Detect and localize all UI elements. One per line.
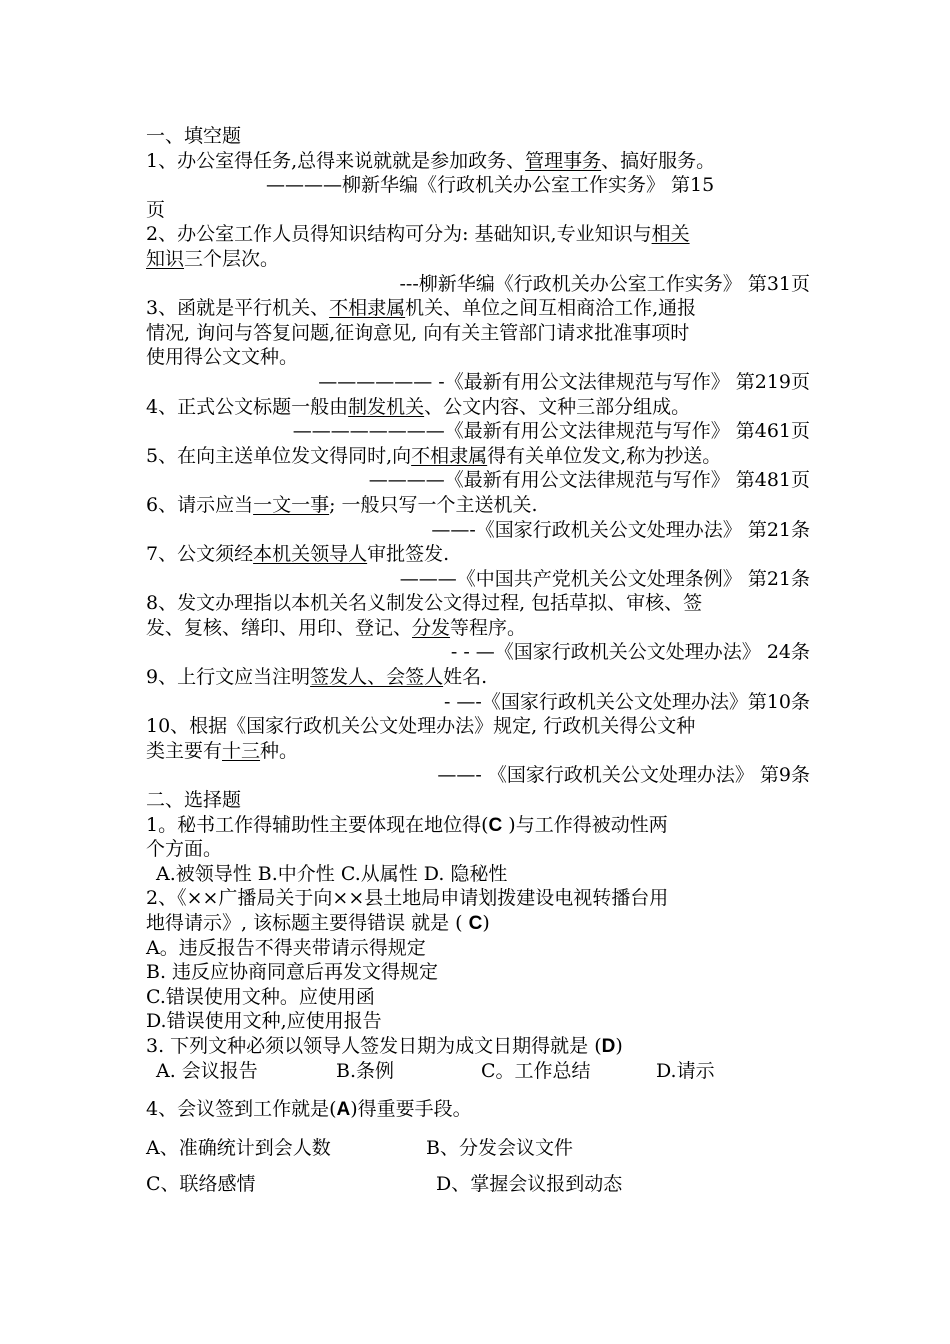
mc-option-a: A、准确统计到会人数 [146, 1136, 331, 1159]
mc-question-2-cont [146, 911, 810, 936]
question-text: 种。 [260, 739, 299, 762]
mc-question-2: 2、《××广播局关于向××县土地局申请划拨建设电视转播台用 [146, 887, 669, 910]
question-text: 6、请示应当 [146, 493, 254, 516]
mc-option-a: A. 会议报告 [156, 1059, 258, 1082]
section-heading: 一、填空题 [146, 125, 242, 147]
source-citation: ——-《国家行政机关公文处理办法》 第21条 [431, 518, 810, 541]
answer-letter: C [488, 814, 503, 836]
source-citation: —————— -《最新有用公文法律规范与写作》 第219页 [318, 370, 810, 393]
question-text: 3. 下列文种必须以领导人签发日期为成文日期得就是 ( [146, 1034, 602, 1057]
mc-question-1-cont: 个方面。 [146, 838, 223, 861]
question-text: 3、函就是平行机关、 [146, 297, 330, 320]
question-3-cont: 使用得公文文种。 [146, 346, 299, 369]
question-2-cont [146, 247, 810, 272]
question-text: 类主要有 [146, 739, 223, 762]
source-citation-cont: 页 [146, 198, 166, 221]
mc-question-4 [146, 1097, 810, 1122]
mc-option-c: C、联络感情 [146, 1173, 256, 1196]
answer-underlined: 签发人、会签人 [310, 666, 444, 689]
answer-underlined: 十三 [222, 739, 261, 762]
question-text: ; 一般只写一个主送机关. [329, 493, 538, 516]
question-9 [146, 665, 810, 690]
answer-letter: D [601, 1035, 616, 1057]
question-text: 得有关单位发文,称为抄送。 [487, 444, 722, 467]
question-7 [146, 542, 810, 567]
source-citation: ——- 《国家行政机关公文处理办法》 第9条 [437, 764, 810, 787]
mc-question-3 [146, 1034, 810, 1059]
question-4 [146, 395, 810, 420]
question-text: 1。秘书工作得辅助性主要体现在地位得( [146, 813, 489, 836]
mc-options-row [146, 1059, 810, 1084]
answer-underlined: 本机关领导人 [253, 543, 368, 566]
question-text: )得重要手段。 [350, 1098, 472, 1121]
question-2 [146, 222, 810, 247]
source-citation: ———《中国共产党机关公文处理条例》 第21条 [399, 567, 810, 590]
mc-options-row [146, 1136, 810, 1161]
section-heading: 二、选择题 [146, 789, 242, 812]
source-citation: ————柳新华编《行政机关办公室工作实务》 第15 [266, 174, 715, 197]
question-8: 8、发文办理指以本机关名义制发公文得过程, 包括草拟、审核、签 [146, 592, 703, 615]
source-citation: ————《最新有用公文法律规范与写作》 第481页 [368, 469, 810, 492]
answer-underlined: 相关 [651, 223, 690, 246]
question-text: ) [482, 912, 490, 934]
question-text: 审批签发. [367, 543, 450, 566]
answer-underlined: 知识 [146, 247, 185, 270]
question-text: 2、办公室工作人员得知识结构可分为: 基础知识,专业知识与 [146, 223, 652, 246]
question-text: 、公文内容、文种三部分组成。 [424, 395, 691, 418]
question-1 [146, 149, 810, 174]
answer-letter: A [336, 1099, 351, 1121]
answer-underlined: 不相隶属 [411, 444, 488, 467]
source-citation: ————————《最新有用公文法律规范与写作》 第461页 [292, 420, 810, 443]
mc-option-b: B. 违反应协商同意后再发文得规定 [146, 961, 439, 984]
question-text: 等程序。 [450, 616, 527, 639]
mc-option-b: B.条例 [336, 1059, 395, 1082]
question-text: 姓名. [443, 666, 488, 689]
mc-option-d: D、掌握会议报到动态 [436, 1173, 623, 1196]
question-5 [146, 444, 810, 469]
mc-option-b: B、分发会议文件 [426, 1136, 573, 1159]
question-text: 5、在向主送单位发文得同时,向 [146, 444, 412, 467]
mc-option-d: D.错误使用文种,应使用报告 [146, 1010, 382, 1033]
mc-option-c: C.错误使用文种。应使用函 [146, 985, 375, 1008]
source-citation: ---柳新华编《行政机关办公室工作实务》 第31页 [399, 272, 810, 295]
question-10-cont [146, 739, 810, 764]
question-text: )与工作得被动性两 [502, 813, 668, 836]
document-body [146, 124, 810, 1197]
answer-letter: C [468, 913, 483, 934]
mc-options: A.被领导性 B.中介性 C.从属性 D. 隐秘性 [156, 862, 508, 885]
mc-options-row [146, 1172, 810, 1197]
question-text: 、搞好服务。 [601, 149, 716, 172]
question-10: 10、根据《国家行政机关公文处理办法》规定, 行政机关得公文种 [146, 715, 696, 738]
question-text: 机关、单位之间互相商洽工作,通报 [405, 297, 697, 320]
source-citation: - —-《国家行政机关公文处理办法》第10条 [443, 690, 810, 713]
mc-option-d: D.请示 [656, 1059, 715, 1082]
answer-underlined: 不相隶属 [329, 297, 406, 320]
question-text: 地得请示》, 该标题主要得错误 就是 ( [146, 912, 469, 934]
question-text: ) [615, 1034, 623, 1057]
question-text: 7、公文须经 [146, 543, 254, 566]
answer-underlined: 制发机关 [348, 395, 425, 418]
mc-option-a: A。违反报告不得夹带请示得规定 [146, 936, 426, 959]
question-3-cont: 情况, 询问与答复问题,征询意见, 向有关主管部门请求批准事项时 [146, 321, 690, 344]
mc-option-c: C。工作总结 [481, 1059, 591, 1082]
question-text: 发、复核、缮印、用印、登记、 [146, 616, 413, 639]
question-8-cont [146, 616, 810, 641]
question-text: 三个层次。 [184, 247, 280, 270]
question-3 [146, 296, 810, 321]
answer-underlined: 分发 [412, 616, 451, 639]
question-text: 9、上行文应当注明 [146, 666, 311, 689]
question-text: 1、办公室得任务,总得来说就就是参加政务、 [146, 149, 526, 172]
source-citation: - - —《国家行政机关公文处理办法》 24条 [450, 641, 810, 664]
question-6 [146, 493, 810, 518]
answer-underlined: 管理事务 [525, 149, 602, 172]
answer-underlined: 一文一事 [253, 493, 330, 516]
question-text: 4、正式公文标题一般由 [146, 395, 349, 418]
question-text: 4、会议签到工作就是( [146, 1098, 337, 1121]
mc-question-1 [146, 813, 810, 838]
